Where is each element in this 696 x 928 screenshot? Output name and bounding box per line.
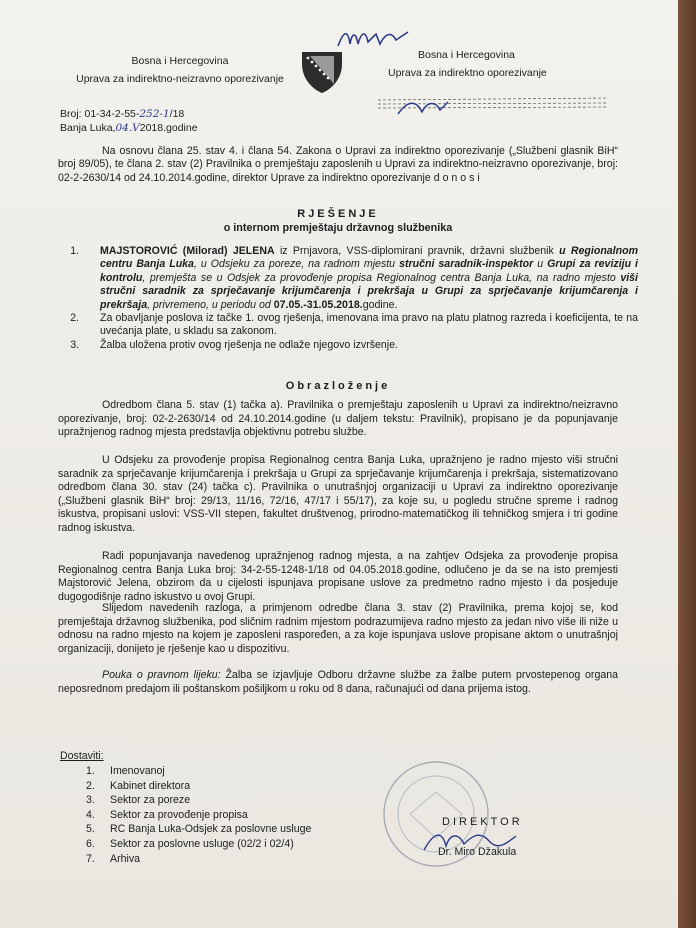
decision-item-2: 2. Za obavljanje poslova iz tačke 1. ovog rješenja, imenovana ima pravo na platu platnog razreda i koeficijenta, te na uvećanja plate, u skladu sa zakonom. bbox=[82, 312, 638, 339]
handwritten-number: 252-1 bbox=[139, 108, 170, 120]
decision-items bbox=[60, 245, 638, 352]
decision-subtitle: o internom premještaju državnog službenika bbox=[223, 222, 453, 234]
distribution-item: 4. Sektor za provođenje propisa bbox=[86, 808, 248, 821]
handwritten-date: 04.V bbox=[115, 122, 140, 134]
reasoning-title: Obrazloženje bbox=[285, 380, 391, 392]
distribution-item: 7. Arhiva bbox=[86, 852, 141, 865]
desk-edge bbox=[678, 0, 696, 928]
legal-remedy-paragraph: Pouka o pravnom lijeku: Žalba se izjavljuje Odboru državne službe za žalbe putem prvostepenog organa neposrednom predajom ili poštanskom pošiljkom u roku od 8 dana, računajući od dana prijema istog. bbox=[58, 669, 619, 695]
distribution-list bbox=[86, 764, 311, 866]
distribution-item: 1. Imenovanoj bbox=[86, 765, 165, 777]
issuer-header-left bbox=[66, 52, 294, 88]
distribution-item: 5. RC Banja Luka-Odsjek za poslovne usluge bbox=[86, 823, 312, 836]
reasoning-paragraph-4: Slijedom navedenih razloga, a primjenom odredbe člana 3. stav (2) Pravilnika, prema kojoj se, kod premještaja državnog službenika, pod sličnim radnim mjestom podrazumijeva radno mjesto za jedan nivo više ili niže u odnosu na radno mjesto na kojem je zaposleni raspoređen, a za koje ispunjava uslove propisane aktom o unutrašnjoj organizaciji, donijeto je rješenje kao u dispozitivu. bbox=[58, 602, 618, 655]
reference-block bbox=[60, 107, 198, 135]
decision-item-3: 3. Žalba uložena protiv ovog rješenja ne odlaže njegovo izvršenje. bbox=[82, 339, 638, 352]
distribution-item: 6. Sektor za poslovne usluge (02/2 i 02/4) bbox=[86, 837, 294, 850]
decision-title: RJEŠENJE bbox=[297, 208, 379, 220]
issuer-country-right: Bosna i Hercegovina bbox=[418, 49, 515, 61]
reasoning-paragraph-1: Odredbom člana 5. stav (1) tačka a). Pravilnika o premještaju zaposlenih u Upravi za indirektno/neizravno oporezivanje, broj: 02-2-2630/14 od 24.10.2014.godine (u daljem tekstu: Pravilnik), propisano je da popunjavanje upražnjenog radnog mjesta predstavlja objektivnu potrebu službe. bbox=[58, 399, 618, 439]
decision-item-1: 1. MAJSTOROVIĆ (Milorad) JELENA iz Prnjavora, VSS-diplomirani pravnik, državni službenik u Regionalnom centru Banja Luka, u Odsjeku za poreze, na radnom mjestu stručni saradnik-inspektor u Grupi za reviziju i kontrolu, premješta se u Odsjek za provođenje propisa Regionalnog centra Banja Luka, na radno mjesto viši stručni saradnik za sprječavanje krijumčarenja i prekršaja u Grupi za sprječavanje krijumčarenja i prekršaja, privremeno, u periodu od 07.05.-31.05.2018.godine. bbox=[82, 245, 638, 312]
signatory-name: Dr. Miro Džakula bbox=[438, 846, 517, 858]
issuer-header-right bbox=[388, 46, 608, 82]
distribution-item: 3. Sektor za poreze bbox=[86, 794, 191, 807]
issuer-country: Bosna i Hercegovina bbox=[131, 55, 229, 67]
issuer-agency: Uprava za indirektno-neizravno oporezivanje bbox=[76, 73, 284, 85]
reference-number: Broj: 01-34-2-55-252-1/18 bbox=[60, 108, 185, 120]
reasoning-paragraph-2: U Odsjeku za provođenje propisa Regionalnog centra Banja Luka, upražnjeno je radno mjesto viši stručni saradnik za sprječavanje krijumčarenja i prekršaja u Grupi za sprječavanje krijumčarenja i prekršaja, sistematizovano odredbom člana 30. stav (24) tačka c). Pravilnika o unutrašnjoj organizaciji u Upravi za indirektno oporezivanje („Službeni glasnik BiH“ broj: 29/13, 11/16, 72/16, 47/17 i 55/17), za koje su, u pogledu stručne spreme i radnog iskustva, propisani uslovi: VSS-VII stepen, fakultet društvenog, prirodno-matematičkog ili tehničkog smjera i tri godine radnog iskustva. bbox=[58, 454, 618, 534]
strikethrough-marks bbox=[378, 96, 608, 116]
legal-remedy-label: Pouka o pravnom lijeku: bbox=[102, 669, 221, 681]
issuer-agency-right: Uprava za indirektno oporezivanje bbox=[388, 67, 547, 79]
reasoning-paragraph-3: Radi popunjavanja navedenog upražnjenog radnog mjesta, a na zahtjev Odsjeka za provođenje propisa Regionalnog centra Banja Luka broj: 34-2-55-1248-1/18 od 04.05.2018.godine, odlučeno je da se na isto premjesti Majstorović Jelena, obzirom da u cijelosti ispunjava propisane uslove za predmetno radno mjesto i da posjeduje dugogodišnje radno iskustvo u ovoj Grupi. bbox=[58, 550, 618, 603]
intro-paragraph: Na osnovu člana 25. stav 4. i člana 54. Zakona o Upravi za indirektno oporezivanje („Službeni glasnik BiH“ broj 89/05), te člana 2. stav (2) Pravilnika o premještaju zaposlenih u Upravi za indirektno-neizravno oporezivanje, broj: 02-2-2630/14 od 24.10.2014.godine, direktor Uprave za indirektno oporezivanje d o n o s i bbox=[58, 145, 618, 184]
distribution-item: 2. Kabinet direktora bbox=[86, 779, 191, 792]
reference-date: Banja Luka,04.V2018.godine bbox=[60, 122, 198, 134]
distribution-title: Dostaviti: bbox=[60, 750, 104, 762]
signatory-title: DIREKTOR bbox=[442, 816, 523, 828]
coat-of-arms-icon bbox=[300, 50, 344, 94]
